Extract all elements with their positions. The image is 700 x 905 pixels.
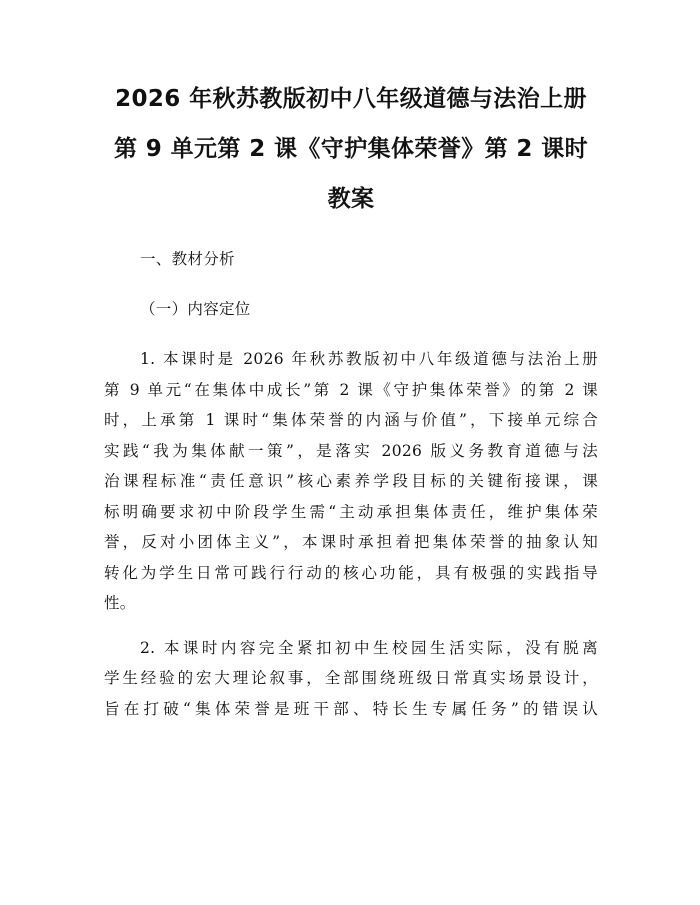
title-line-2: 第 9 单元第 2 课《守护集体荣誉》第 2 课时 [113,136,589,162]
paragraph-1-line-8: 转化为学生日常可践行行动的核心功能，具有极强的实践指导 [104,563,598,582]
paragraph-1-line-2: 第 9 单元“在集体中成长”第 2 课《守护集体荣誉》的第 2 课 [104,380,598,399]
document-body [104,246,598,724]
paragraph-1-line-6: 标明确要求初中阶段学生需“主动承担集体责任，维护集体荣 [104,502,598,521]
paragraph-2-line-3: 旨在打破“集体荣誉是班干部、特长生专属任务”的错误认 [104,699,598,718]
paragraph-2-line-2: 学生经验的宏大理论叙事，全部围绕班级日常真实场景设计， [104,669,598,687]
paragraph-1 [104,344,598,619]
paragraph-1-line-7: 誉，反对小团体主义”，本课时承担着把集体荣誉的抽象认知 [104,533,598,551]
paragraph-1-line-3: 时，上承第 1 课时“集体荣誉的内涵与价值”，下接单元综合 [104,411,598,429]
paragraph-1-line-4: 实践“我为集体献一策”，是落实 2026 版义务教育道德与法 [104,441,598,460]
paragraph-2 [104,633,598,725]
paragraph-1-line-9: 性。 [104,594,136,612]
title-line-1: 2026 年秋苏教版初中八年级道德与法治上册 [115,86,587,112]
paragraph-2-line-1: 2. 本课时内容完全紧扣初中生校园生活实际，没有脱离 [140,638,598,657]
subsection-heading-content-positioning: （一）内容定位 [140,300,251,318]
section-heading-teaching-material-analysis: 一、教材分析 [140,250,235,268]
document-title [104,74,598,224]
title-line-3: 教案 [327,186,375,212]
paragraph-1-line-5: 治课程标准“责任意识”核心素养学段目标的关键衔接课，课 [104,472,598,490]
paragraph-1-line-1: 1. 本课时是 2026 年秋苏教版初中八年级道德与法治上册 [140,350,598,368]
